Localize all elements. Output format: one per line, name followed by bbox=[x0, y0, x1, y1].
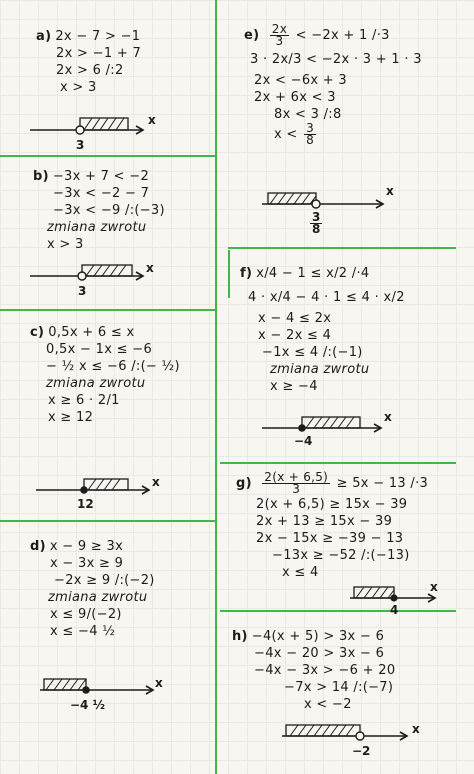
c-note: zmiana zwrotu bbox=[46, 376, 146, 391]
e-line-1-rest: < −2x + 1 /·3 bbox=[295, 28, 390, 43]
c-line-3: − ½ x ≤ −6 /:(− ½) bbox=[46, 359, 180, 374]
f-line-4: x − 2x ≤ 4 bbox=[258, 328, 332, 343]
label-h: h) bbox=[232, 629, 248, 644]
axis-symbol-h: x bbox=[412, 722, 420, 736]
h-line-4: −7x > 14 /:(−7) bbox=[284, 680, 394, 695]
point-label-c: 12 bbox=[77, 497, 94, 511]
f-line-2: 4 · x/4 − 4 · 1 ≤ 4 · x/2 bbox=[248, 290, 405, 305]
e-result: x < $\frac{3}{8}$ bbox=[274, 121, 314, 147]
point-label-d: −4 ½ bbox=[70, 698, 106, 712]
axis-symbol-g: x bbox=[430, 580, 438, 594]
f-line-1: x/4 − 1 ≤ x/2 /·4 bbox=[256, 266, 370, 281]
solution-f bbox=[240, 262, 405, 395]
solution-g bbox=[236, 472, 428, 581]
solution-b bbox=[33, 168, 165, 253]
d-line-1: x − 9 ≥ 3x bbox=[49, 539, 124, 554]
solution-c bbox=[30, 324, 180, 426]
f-line-7: x ≥ −4 bbox=[270, 379, 318, 394]
label-a: a) bbox=[36, 29, 52, 44]
number-line-h bbox=[282, 720, 422, 746]
c-line-1: 0,5x + 6 ≤ x bbox=[48, 325, 135, 340]
solution-e bbox=[244, 24, 422, 147]
number-line-d bbox=[40, 674, 170, 700]
h-line-5: x < −2 bbox=[304, 697, 352, 712]
b-line-3: −3x < −9 /:(−3) bbox=[53, 203, 165, 218]
number-line-c bbox=[36, 474, 166, 500]
a-line-3: 2x > 6 /:2 bbox=[56, 63, 124, 78]
h-line-3: −4x − 3x > −6 + 20 bbox=[254, 663, 396, 678]
point-label-b: 3 bbox=[78, 284, 87, 298]
d-note: zmiana zwrotu bbox=[48, 590, 148, 605]
divider-left-3 bbox=[0, 520, 215, 522]
e-fraction-1: $\frac{2x}{3}$ bbox=[271, 22, 288, 48]
g-line-6: x ≤ 4 bbox=[282, 565, 319, 580]
axis-symbol-f: x bbox=[384, 410, 392, 424]
divider-vertical-left bbox=[215, 0, 217, 774]
solution-h bbox=[232, 628, 395, 713]
b-line-1: −3x + 7 < −2 bbox=[52, 169, 150, 184]
d-line-3: −2x ≥ 9 /:(−2) bbox=[54, 573, 155, 588]
point-label-f: −4 bbox=[294, 434, 313, 448]
b-line-2: −3x < −2 − 7 bbox=[53, 186, 150, 201]
axis-symbol-d: x bbox=[155, 676, 163, 690]
divider-right-1 bbox=[228, 247, 456, 249]
divider-left-1 bbox=[0, 155, 215, 157]
point-label-h: −2 bbox=[352, 744, 371, 758]
e-line-2: 3 · 2x/3 < −2x · 3 + 1 · 3 bbox=[250, 52, 422, 67]
number-line-a bbox=[30, 112, 160, 140]
axis-symbol-a: x bbox=[148, 113, 156, 127]
label-g: g) bbox=[236, 476, 252, 491]
number-line-f bbox=[262, 412, 402, 438]
e-line-4: 2x + 6x < 3 bbox=[254, 90, 336, 105]
divider-right-2 bbox=[220, 462, 456, 464]
g-line-1-rest: ≥ 5x − 13 /·3 bbox=[336, 476, 429, 491]
g-line-5: −13x ≥ −52 /:(−13) bbox=[272, 548, 410, 563]
axis-symbol-b: x bbox=[146, 261, 154, 275]
solution-a bbox=[36, 28, 141, 96]
e-line-5: 8x < 3 /:8 bbox=[274, 107, 342, 122]
divider-left-2 bbox=[0, 309, 215, 311]
a-line-4: x > 3 bbox=[60, 80, 97, 95]
f-note: zmiana zwrotu bbox=[270, 362, 370, 377]
point-label-a: 3 bbox=[76, 138, 85, 152]
h-line-2: −4x − 20 > 3x − 6 bbox=[254, 646, 385, 661]
e-line-3: 2x < −6x + 3 bbox=[254, 73, 348, 88]
solution-d bbox=[30, 538, 155, 640]
g-line-2: 2(x + 6,5) ≥ 15x − 39 bbox=[256, 497, 408, 512]
axis-symbol-c: x bbox=[152, 475, 160, 489]
d-line-5: x ≤ 9/(−2) bbox=[50, 607, 122, 622]
g-line-4: 2x − 15x ≥ −39 − 13 bbox=[256, 531, 404, 546]
divider-right-small bbox=[228, 250, 230, 298]
label-b: b) bbox=[33, 169, 49, 184]
f-line-3: x − 4 ≤ 2x bbox=[258, 311, 332, 326]
divider-right-3 bbox=[220, 610, 456, 612]
number-line-b bbox=[30, 260, 160, 288]
c-line-6: x ≥ 12 bbox=[48, 410, 94, 425]
a-line-2: 2x > −1 + 7 bbox=[56, 46, 142, 61]
label-f: f) bbox=[240, 266, 253, 281]
label-e: e) bbox=[244, 28, 260, 43]
label-c: c) bbox=[30, 325, 45, 340]
point-label-e: $\frac{3}{8}$ bbox=[312, 210, 321, 236]
point-label-g: 4 bbox=[390, 603, 399, 617]
a-line-1: 2x − 7 > −1 bbox=[55, 29, 141, 44]
c-line-5: x ≥ 6 · 2/1 bbox=[48, 393, 120, 408]
b-note: zmiana zwrotu bbox=[47, 220, 147, 235]
h-line-1: −4(x + 5) > 3x − 6 bbox=[251, 629, 385, 644]
b-line-5: x > 3 bbox=[47, 237, 84, 252]
d-line-2: x − 3x ≥ 9 bbox=[50, 556, 124, 571]
c-line-2: 0,5x − 1x ≤ −6 bbox=[46, 342, 153, 357]
d-line-6: x ≤ −4 ½ bbox=[50, 624, 116, 639]
axis-symbol-e: x bbox=[386, 184, 394, 198]
g-fraction-1: $\frac{2(x + 6,5)}{3}$ bbox=[264, 470, 329, 496]
label-d: d) bbox=[30, 539, 46, 554]
g-line-3: 2x + 13 ≥ 15x − 39 bbox=[256, 514, 393, 529]
number-line-e bbox=[262, 190, 402, 216]
f-line-5: −1x ≤ 4 /:(−1) bbox=[262, 345, 363, 360]
